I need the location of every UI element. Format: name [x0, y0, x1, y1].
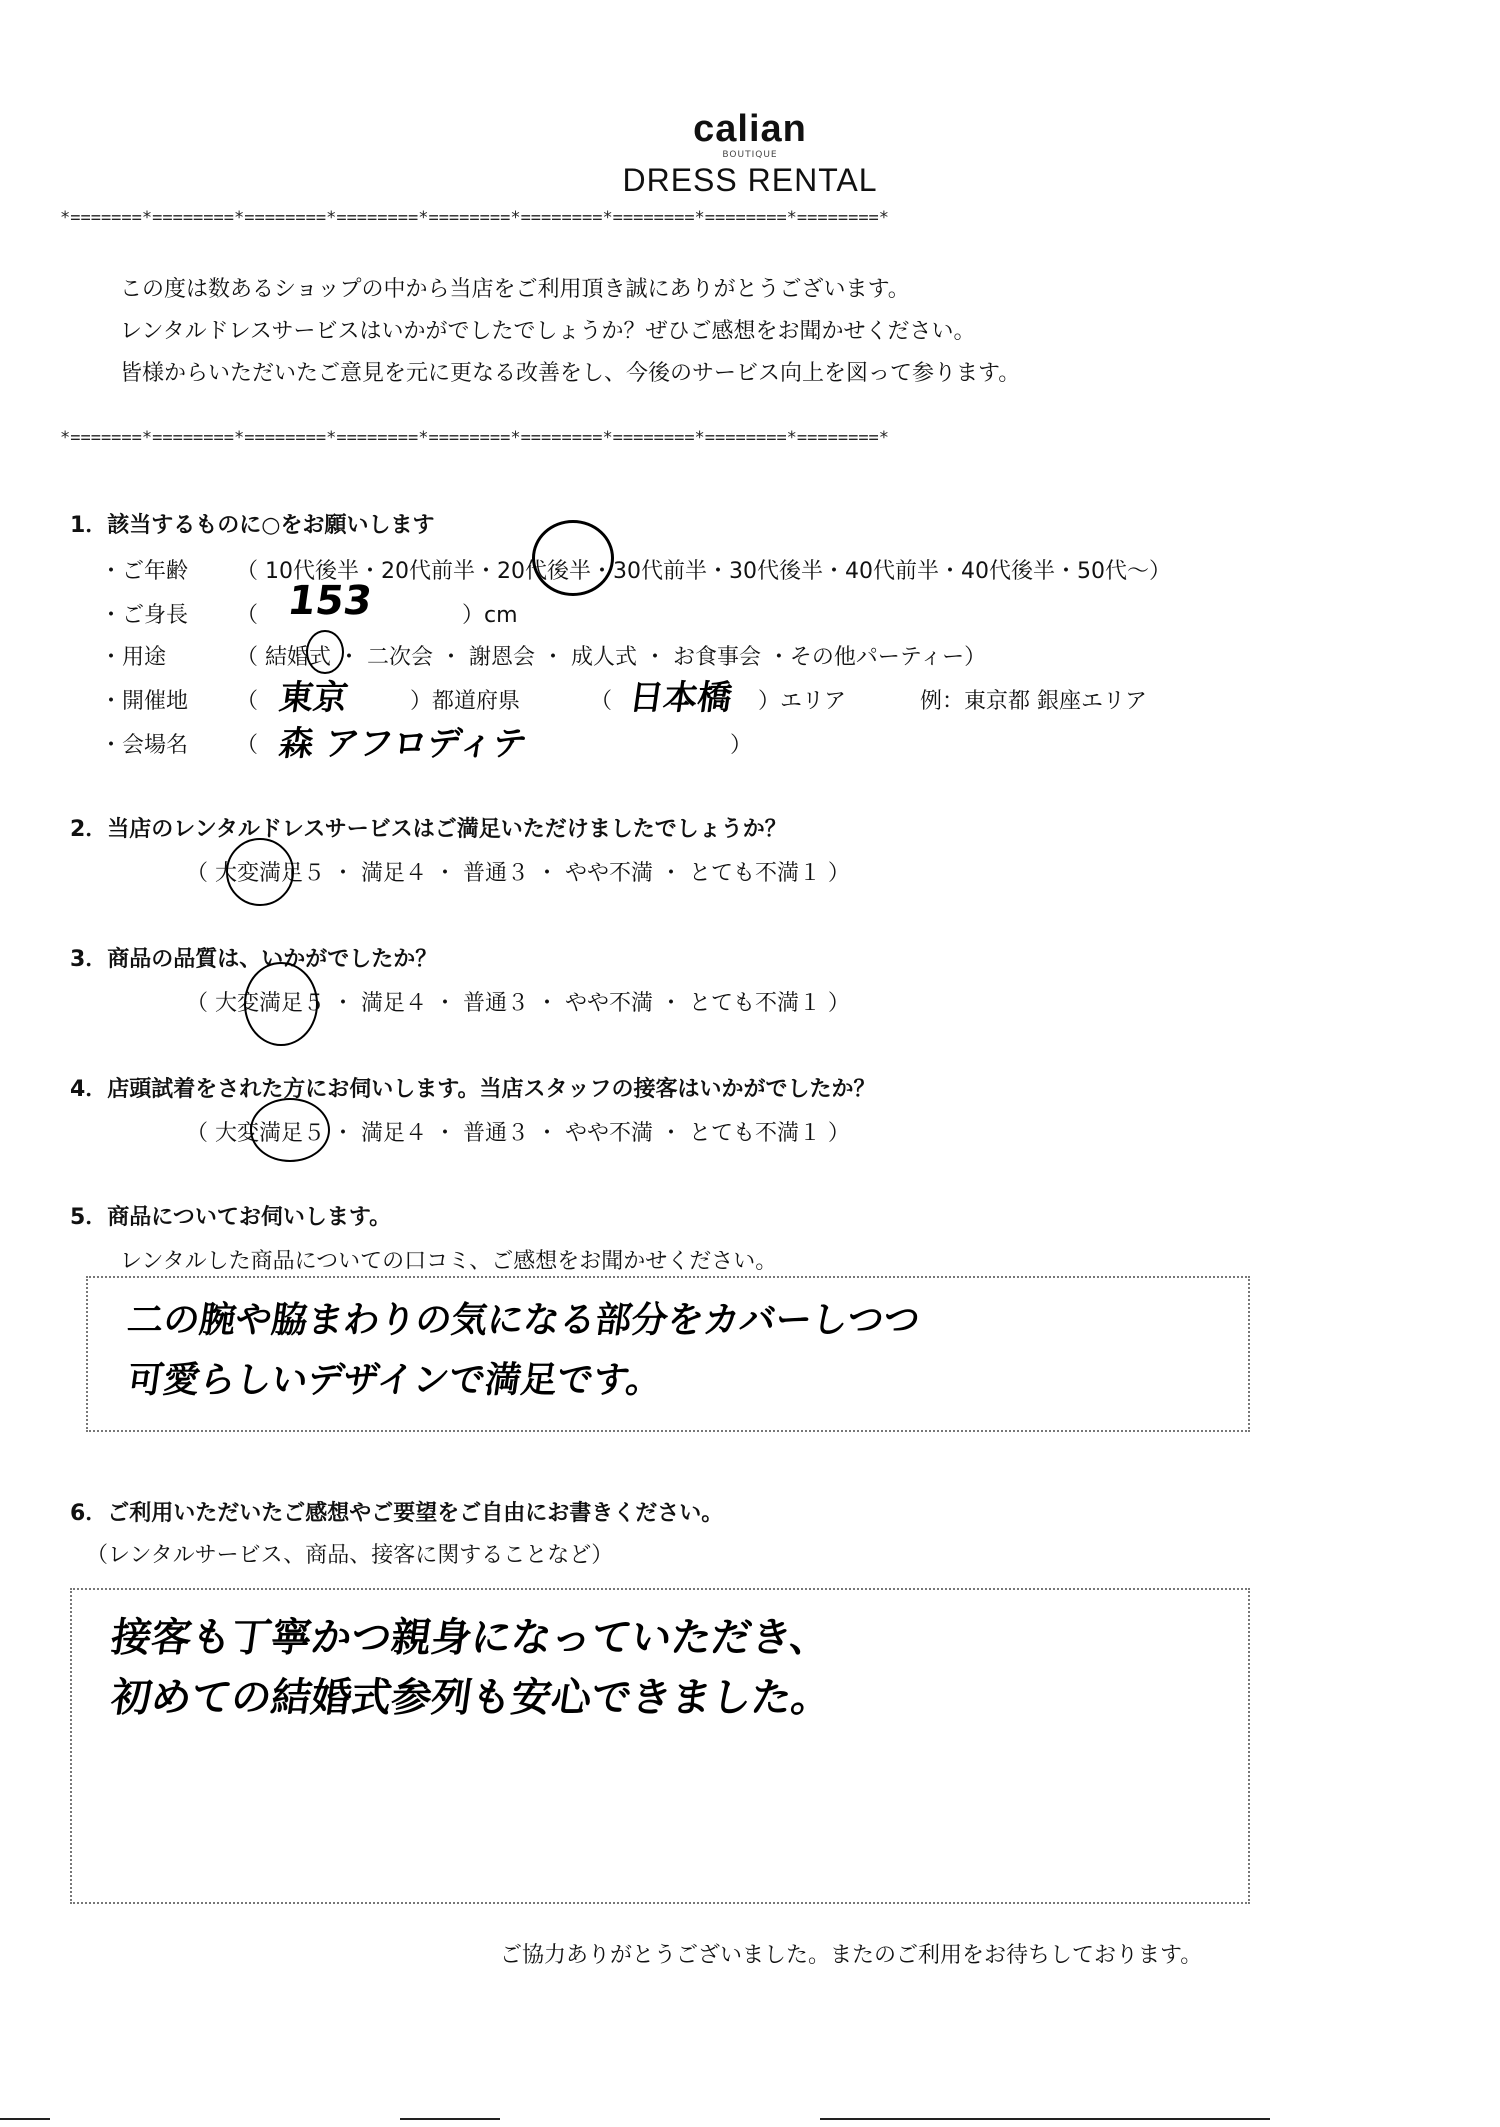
- intro-line-1: この度は数あるショップの中から当店をご利用頂き誠にありがとうございます。: [120, 277, 910, 302]
- venue-area-value[interactable]: 日本橋: [626, 678, 735, 718]
- q1-heading: 1．該当するものに○をお願いします: [70, 513, 435, 538]
- venue-prefecture-suffix: ）都道府県: [410, 689, 521, 714]
- height-value[interactable]: 153: [284, 578, 375, 624]
- q3-options[interactable]: （ 大変満足５ ・ 満足４ ・ 普通３ ・ やや不満 ・ とても不満１ ）: [186, 991, 850, 1016]
- purpose-selected-circle: [306, 630, 344, 674]
- intro-line-2: レンタルドレスサービスはいかがでしたでしょうか？ぜひご感想をお聞かせください。: [120, 319, 976, 344]
- age-options[interactable]: （ 10代後半・20代前半・20代後半・30代前半・30代後半・40代前半・40代後半・50代～）: [236, 559, 1171, 584]
- separator-top: *=======*========*========*========*========*========*========*========*========*: [60, 208, 890, 228]
- q2-selected-circle: [226, 838, 294, 906]
- scan-line-right: [820, 2118, 1270, 2120]
- q6-answer-line-2: 初めての結婚式参列も安心できました。: [108, 1675, 835, 1721]
- brand-logo: calian: [693, 108, 807, 150]
- q3-selected-circle: [244, 962, 318, 1046]
- q5-subheading: レンタルした商品についての口コミ、ご感想をお聞かせください。: [120, 1249, 778, 1274]
- q2-options[interactable]: （ 大変満足５ ・ 満足４ ・ 普通３ ・ やや不満 ・ とても不満１ ）: [186, 861, 850, 886]
- hall-close-paren: ）: [730, 733, 753, 758]
- venue-prefecture-value[interactable]: 東京: [276, 678, 351, 718]
- q6-subheading: （レンタルサービス、商品、接客に関することなど）: [86, 1543, 614, 1568]
- venue-label: ・開催地: [100, 689, 189, 714]
- age-selected-circle: [532, 520, 614, 596]
- hall-open-paren: （: [236, 733, 259, 758]
- q6-answer-line-1: 接客も丁寧かつ親身になっていただき、: [108, 1615, 834, 1661]
- separator-bottom: *=======*========*========*========*========*========*========*========*========*: [60, 428, 890, 448]
- q3-heading: 3．商品の品質は、いかがでしたか？: [70, 947, 438, 972]
- q5-answer-line-2: 可愛らしいデザインで満足です。: [124, 1360, 666, 1401]
- q6-heading: 6．ご利用いただいたご感想やご要望をご自由にお書きください。: [70, 1501, 724, 1526]
- height-unit: ）cm: [462, 603, 518, 628]
- height-label: ・ご身長: [100, 603, 189, 628]
- hall-label: ・会場名: [100, 733, 189, 758]
- page-title: DRESS RENTAL: [622, 162, 878, 198]
- q4-options[interactable]: （ 大変満足５ ・ 満足４ ・ 普通３ ・ やや不満 ・ とても不満１ ）: [186, 1121, 850, 1146]
- purpose-label: ・用途: [100, 645, 167, 670]
- q4-heading: 4．店頭試着をされた方にお伺いします。当店スタッフの接客はいかがでしたか？: [70, 1077, 876, 1102]
- scan-line-left: [0, 2118, 50, 2120]
- age-label: ・ご年齢: [100, 559, 189, 584]
- venue-example: 例：東京都 銀座エリア: [920, 689, 1147, 714]
- brand-subtitle: BOUTIQUE: [722, 150, 778, 160]
- venue-area-suffix: ）エリア: [758, 689, 847, 714]
- venue-area-open-paren: （: [590, 689, 613, 714]
- height-open-paren: （: [236, 603, 259, 628]
- q2-heading: 2．当店のレンタルドレスサービスはご満足いただけましたでしょうか？: [70, 817, 787, 842]
- intro-line-3: 皆様からいただいたご意見を元に更なる改善をし、今後のサービス向上を図って参ります。: [120, 361, 1021, 386]
- hall-value[interactable]: 森 アフロディテ: [276, 724, 530, 764]
- scan-line-mid: [400, 2118, 500, 2120]
- q4-selected-circle: [250, 1098, 330, 1162]
- q5-heading: 5．商品についてお伺いします。: [70, 1205, 392, 1230]
- venue-open-paren: （: [236, 689, 259, 714]
- purpose-options[interactable]: （ 結婚式 ・ 二次会 ・ 謝恩会 ・ 成人式 ・ お食事会 ・その他パーティー）: [236, 645, 987, 670]
- q5-answer-line-1: 二の腕や脇まわりの気になる部分をカバーしつつ: [124, 1300, 923, 1341]
- footer-thanks: ご協力ありがとうございました。またのご利用をお待ちしております。: [500, 1943, 1203, 1968]
